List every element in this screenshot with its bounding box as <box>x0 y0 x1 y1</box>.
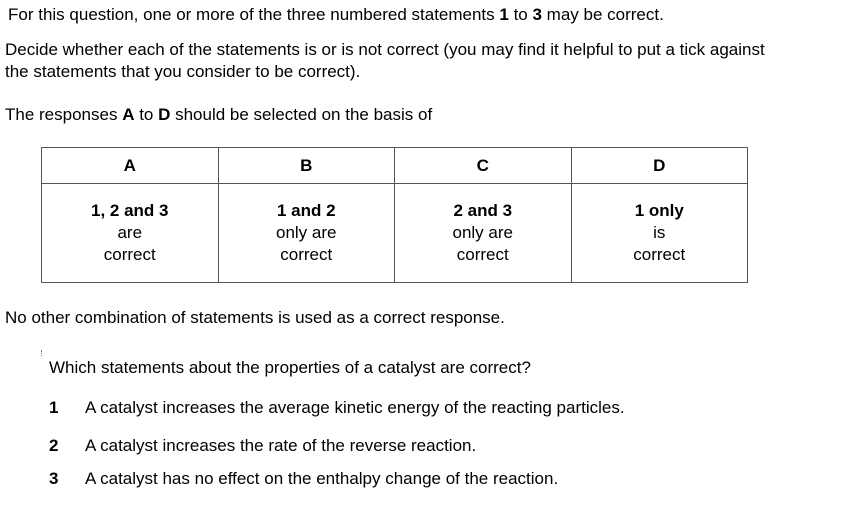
statement-3-text: A catalyst has no effect on the enthalpy change of the reaction. <box>85 469 559 488</box>
key-body-row <box>42 184 748 283</box>
intro-text-1: For this <box>8 5 65 24</box>
question-margin-marker <box>41 350 43 356</box>
key-cell-a-line-3: correct <box>103 245 156 264</box>
instruction-decide-line-2: the statements that you consider to be correct). <box>5 62 361 81</box>
key-header-a: A <box>42 148 219 184</box>
statement-1-number: 1 <box>49 398 59 417</box>
intro-text-2: question, one or more of the three numbered statements <box>64 5 500 24</box>
key-cell-d-line-3: correct <box>633 245 686 264</box>
intro-statement-first: 1 <box>499 5 509 24</box>
key-cell-b-line-2: only are <box>276 223 337 242</box>
key-cell-a-line-1: 1, 2 and 3 <box>91 201 169 220</box>
key-cell-d-line-2: is <box>653 223 666 242</box>
key-cell-b <box>218 184 395 283</box>
instruction-responses <box>5 105 432 125</box>
intro-text-3: to <box>508 5 533 24</box>
statement-2-number: 2 <box>49 436 59 455</box>
key-cell-c-line-3: correct <box>456 245 509 264</box>
key-cell-c-line-1: 2 and 3 <box>453 201 513 220</box>
question-stem: Which statements about the properties of a catalyst are correct? <box>49 358 531 377</box>
key-cell-a <box>42 184 219 283</box>
statement-2-text: A catalyst increases the rate of the reverse reaction. <box>85 436 477 455</box>
key-cell-d <box>571 184 748 283</box>
key-header-d: D <box>571 148 748 184</box>
key-cell-b-line-3: correct <box>280 245 333 264</box>
responses-letter-a: A <box>122 105 135 124</box>
key-cell-c-line-2: only are <box>452 223 513 242</box>
key-cell-b-line-1: 1 and 2 <box>276 201 336 220</box>
response-key-table <box>41 147 748 283</box>
key-header-row <box>42 148 748 184</box>
key-cell-d-line-1: 1 only <box>634 201 684 220</box>
responses-letter-d: D <box>158 105 171 124</box>
intro-statement-last: 3 <box>532 5 542 24</box>
instruction-decide-line-1: Decide whether each of the statements is or is not correct (you may find it helpful to put a tick against <box>5 40 765 59</box>
key-cell-c <box>395 184 572 283</box>
statement-3-number: 3 <box>49 469 59 488</box>
statement-1-text: A catalyst increases the average kinetic energy of the reacting particles. <box>85 398 625 417</box>
intro-text-4: may be correct. <box>541 5 664 24</box>
key-header-b: B <box>218 148 395 184</box>
key-header-c: C <box>395 148 572 184</box>
responses-text-3: should be selected on the basis of <box>170 105 433 124</box>
responses-text-1: The responses <box>5 105 123 124</box>
no-other-combination-note: No other combination of statements is used as a correct response. <box>5 308 505 327</box>
key-cell-a-line-2: are <box>117 223 143 242</box>
responses-text-2: to <box>134 105 159 124</box>
instruction-intro <box>8 5 664 25</box>
